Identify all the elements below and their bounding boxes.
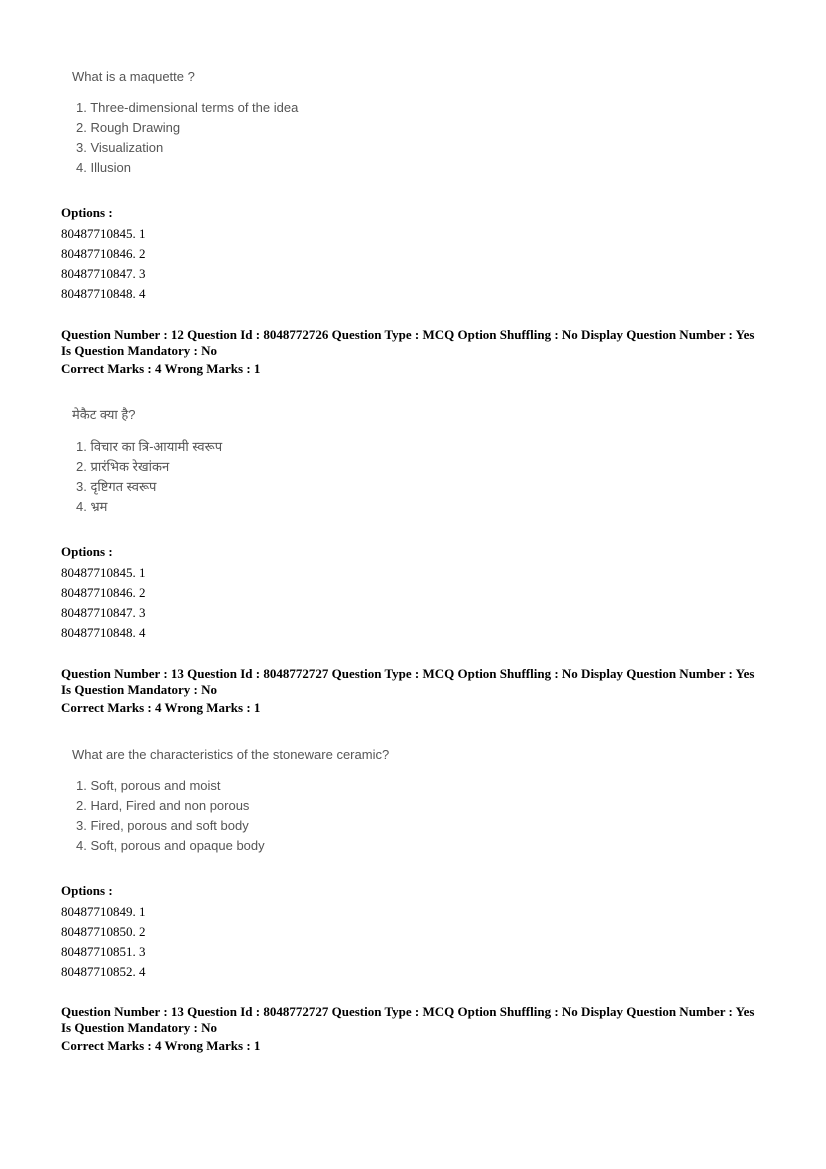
- option-id: 80487710846. 2: [61, 246, 146, 261]
- question-meta: [61, 327, 781, 377]
- question-option-list: [72, 98, 298, 178]
- question-meta-line: Question Number : 12 Question Id : 8048772726 Question Type : MCQ Option Shuffling : No Display Question Number : Yes: [61, 327, 755, 342]
- question-marks: Correct Marks : 4 Wrong Marks : 1: [61, 700, 261, 715]
- question-option: 4. Soft, porous and opaque body: [76, 838, 265, 853]
- question-mandatory: Is Question Mandatory : No: [61, 682, 218, 697]
- question-option: 2. प्रारंभिक रेखांकन: [76, 459, 170, 474]
- option-id: 80487710847. 3: [61, 266, 146, 281]
- options-header: Options :: [61, 205, 113, 220]
- options-header: Options :: [61, 883, 113, 898]
- question-option: 3. दृष्टिगत स्वरूप: [76, 479, 157, 494]
- question-mandatory: Is Question Mandatory : No: [61, 1020, 218, 1035]
- question-option: 2. Hard, Fired and non porous: [76, 798, 250, 813]
- question-meta-line: Question Number : 13 Question Id : 8048772727 Question Type : MCQ Option Shuffling : No Display Question Number : Yes: [61, 1004, 755, 1019]
- option-id: 80487710852. 4: [61, 964, 146, 979]
- question-option: 1. Three-dimensional terms of the idea: [76, 100, 299, 115]
- option-id: 80487710845. 1: [61, 565, 146, 580]
- question-option: 1. Soft, porous and moist: [76, 778, 221, 793]
- question-image-maquette: [72, 69, 298, 178]
- question-marks: Correct Marks : 4 Wrong Marks : 1: [61, 361, 261, 376]
- options-header: Options :: [61, 544, 113, 559]
- options-block: [61, 882, 146, 982]
- question-option-list: [72, 437, 222, 517]
- question-stem: मेकैट क्या है?: [72, 407, 136, 422]
- question-option: 4. भ्रम: [76, 499, 108, 514]
- options-block: [61, 543, 146, 643]
- question-image-hindi: [72, 405, 222, 517]
- question-stem: What is a maquette ?: [72, 69, 195, 84]
- question-option: 3. Visualization: [76, 140, 164, 155]
- options-block: [61, 204, 146, 304]
- question-option: 1. विचार का त्रि-आयामी स्वरूप: [76, 439, 223, 454]
- option-id: 80487710846. 2: [61, 585, 146, 600]
- question-option: 4. Illusion: [76, 160, 131, 175]
- option-id: 80487710845. 1: [61, 226, 146, 241]
- question-option: 3. Fired, porous and soft body: [76, 818, 249, 833]
- option-id: 80487710849. 1: [61, 904, 146, 919]
- option-id: 80487710850. 2: [61, 924, 146, 939]
- option-id: 80487710847. 3: [61, 605, 146, 620]
- question-meta: [61, 666, 781, 716]
- question-option-list: [72, 776, 389, 856]
- question-meta-line: Question Number : 13 Question Id : 8048772727 Question Type : MCQ Option Shuffling : No Display Question Number : Yes: [61, 666, 755, 681]
- option-id: 80487710851. 3: [61, 944, 146, 959]
- question-stem: What are the characteristics of the stoneware ceramic?: [72, 747, 390, 762]
- question-mandatory: Is Question Mandatory : No: [61, 343, 218, 358]
- question-option: 2. Rough Drawing: [76, 120, 181, 135]
- question-marks: Correct Marks : 4 Wrong Marks : 1: [61, 1038, 261, 1053]
- question-image-stoneware: [72, 747, 389, 856]
- option-id: 80487710848. 4: [61, 625, 146, 640]
- option-id: 80487710848. 4: [61, 286, 146, 301]
- question-meta: [61, 1004, 781, 1054]
